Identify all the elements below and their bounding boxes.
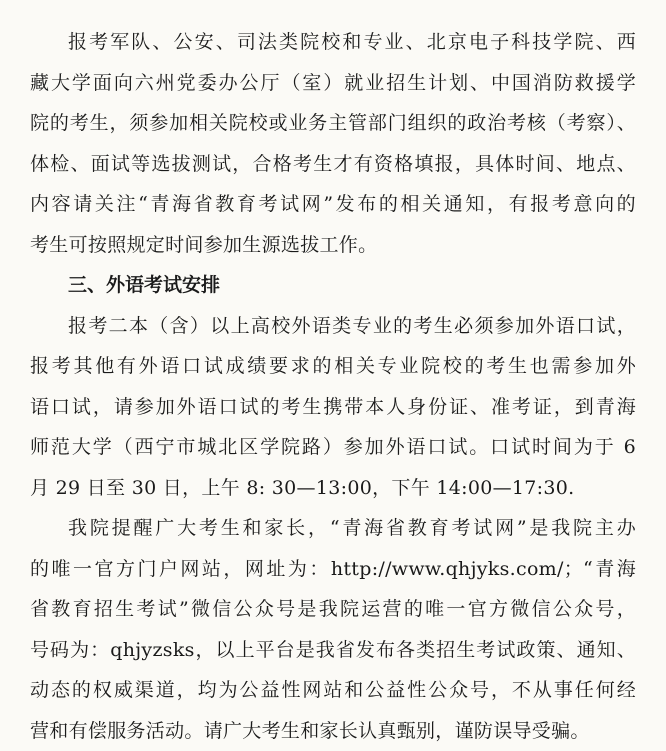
text-line: 报考二本（含）以上高校外语类专业的考生必须参加外语口试，: [30, 306, 636, 347]
text-line: 语口试，请参加外语口试的考生携带本人身份证、准考证，到青海: [30, 387, 636, 428]
text-line: 报考军队、公安、司法类院校和专业、北京电子科技学院、西: [30, 22, 636, 63]
text-line: 我院提醒广大考生和家长，“青海省教育考试网”是我院主办: [30, 508, 636, 549]
text-line: 体检、面试等选拔测试，合格考生才有资格填报，具体时间、地点、: [30, 144, 636, 185]
text-line: 动态的权威渠道，均为公益性网站和公益性公众号，不从事任何经: [30, 670, 636, 711]
text-line: 考生可按照规定时间参加生源选拔工作。: [30, 225, 636, 266]
section-heading-foreign-language-exam: 三、外语考试安排: [30, 265, 636, 306]
paragraph-political-review: [30, 22, 636, 265]
text-line: 号码为：qhjyzsks，以上平台是我省发布各类招生考试政策、通知、: [30, 630, 636, 671]
text-line: 院的考生，须参加相关院校或业务主管部门组织的政治考核（考察）、: [30, 103, 636, 144]
paragraph-official-channels: [30, 508, 636, 751]
text-line: 的唯一官方门户网站，网址为：http://www.qhjyks.com/；“青海: [30, 549, 636, 590]
text-line: 省教育招生考试”微信公众号是我院运营的唯一官方微信公众号，: [30, 589, 636, 630]
text-line: 师范大学（西宁市城北区学院路）参加外语口试。口试时间为于 6: [30, 427, 636, 468]
text-line: 月 29 日至 30 日，上午 8: 30—13:00，下午 14:00—17:30.: [30, 468, 636, 509]
paragraph-oral-exam: [30, 306, 636, 509]
text-line: 报考其他有外语口试成绩要求的相关专业院校的考生也需参加外: [30, 346, 636, 387]
text-line: 藏大学面向六州党委办公厅（室）就业招生计划、中国消防救援学: [30, 63, 636, 104]
text-line: 营和有偿服务活动。请广大考生和家长认真甄别，谨防误导受骗。: [30, 711, 636, 751]
text-line: 内容请关注“青海省教育考试网”发布的相关通知，有报考意向的: [30, 184, 636, 225]
